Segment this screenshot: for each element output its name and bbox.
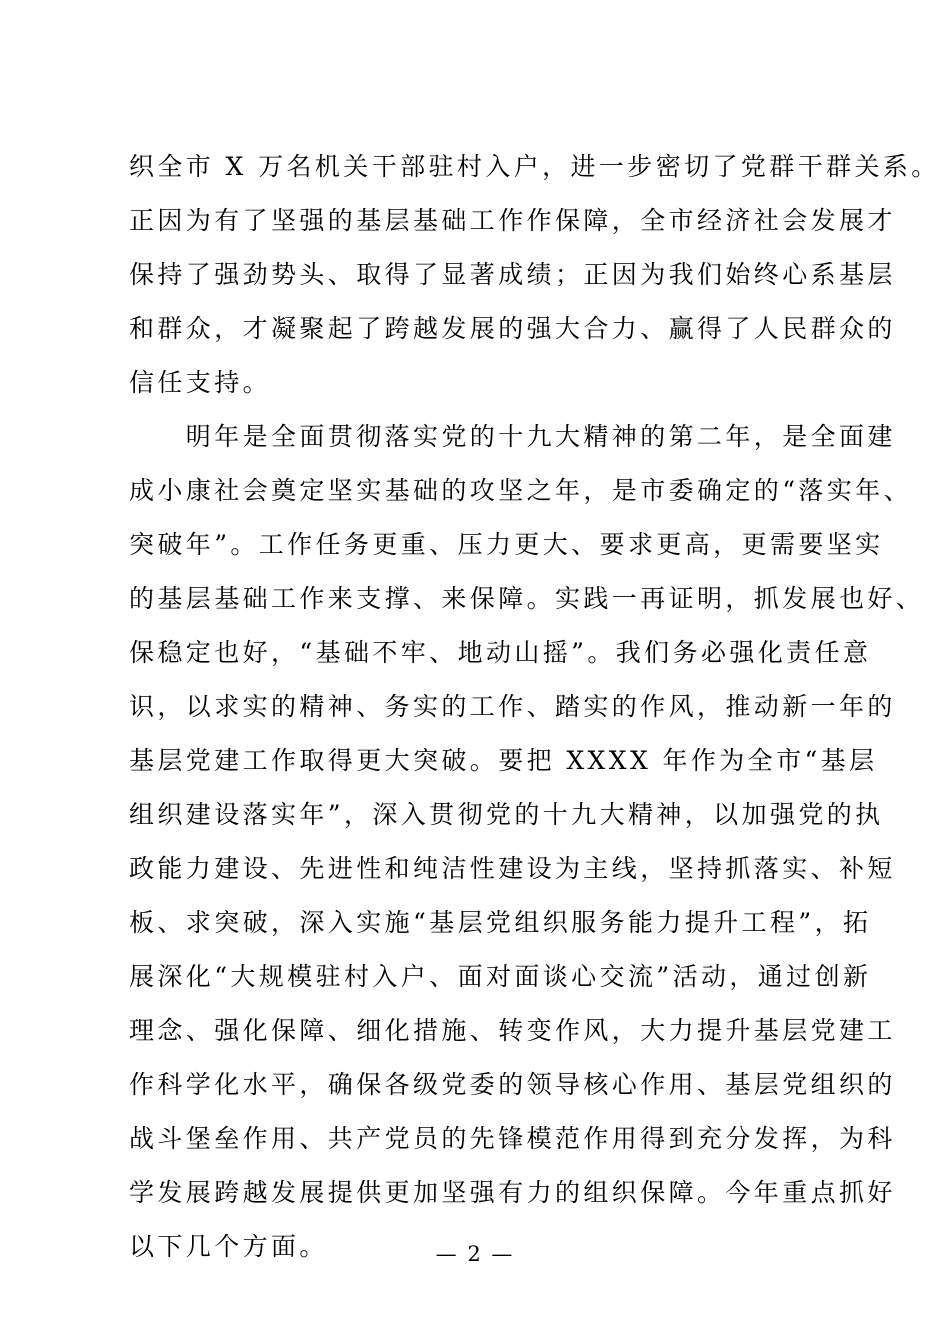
text-line: 板、求突破，深入实施“基层党组织服务能力提升工程”，拓 — [129, 908, 872, 937]
text-line: 织全市 X 万名机关干部驻村入户，进一步密切了党群干群关系。 — [129, 152, 940, 181]
text-line: 战斗堡垒作用、共产党员的先锋模范作用得到充分发挥，为科 — [129, 1124, 896, 1153]
text-line: 保持了强劲势头、取得了显著成绩；正因为我们始终心系基层 — [129, 260, 896, 289]
text-line: 识，以求实的精神、务实的工作、踏实的作风，推动新一年的 — [129, 692, 896, 721]
text-line: 作科学化水平，确保各级党委的领导核心作用、基层党组织的 — [129, 1070, 896, 1099]
text-line: 的基层基础工作来支撑、来保障。实践一再证明，抓发展也好、 — [129, 584, 925, 613]
text-line: 成小康社会奠定坚实基础的攻坚之年，是市委确定的“落实年、 — [129, 476, 912, 505]
text-line: 政能力建设、先进性和纯洁性建设为主线，坚持抓落实、补短 — [129, 854, 896, 883]
text-line: 理念、强化保障、细化措施、转变作风，大力提升基层党建工 — [129, 1016, 896, 1045]
text-line: 和群众，才凝聚起了跨越发展的强大合力、赢得了人民群众的 — [129, 314, 896, 343]
text-line: 以下几个方面。 — [129, 1232, 328, 1261]
body-text — [129, 140, 940, 1274]
text-line: 展深化“大规模驻村入户、面对面谈心交流”活动，通过创新 — [129, 962, 872, 991]
text-line: 组织建设落实年”，深入贯彻党的十九大精神，以加强党的执 — [129, 800, 884, 829]
text-line: 学发展跨越发展提供更加坚强有力的组织保障。今年重点抓好 — [129, 1178, 896, 1207]
paragraph-1 — [129, 140, 940, 410]
paragraph-2 — [129, 410, 925, 1274]
text-line: 基层党建工作取得更大突破。要把 XXXX 年作为全市“基层 — [129, 746, 878, 775]
text-line: 明年是全面贯彻落实党的十九大精神的第二年，是全面建 — [129, 422, 896, 451]
text-line: 保稳定也好，“基础不牢、地动山摇”。我们务必强化责任意 — [129, 638, 872, 667]
page-number: — 2 — — [435, 1242, 515, 1266]
text-line: 正因为有了坚强的基层基础工作作保障，全市经济社会发展才 — [129, 206, 896, 235]
text-line: 突破年”。工作任务更重、压力更大、要求更高，更需要坚实 — [129, 530, 884, 559]
text-line: 信任支持。 — [129, 368, 272, 397]
